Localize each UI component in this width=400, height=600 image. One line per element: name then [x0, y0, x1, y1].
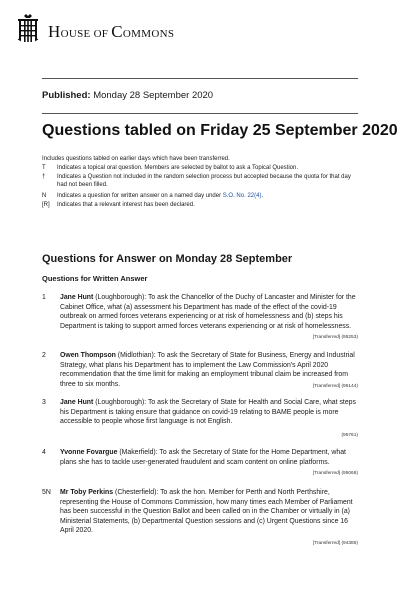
question-item — [42, 488, 358, 548]
standing-order-link[interactable]: S.O. No. 22(4) — [222, 193, 262, 199]
question-text: Yvonne Fovargue (Makerfield): To ask the Secretary of State for the Home Department, what plans she has to tackle user-generated fraudulent and scam content on online platforms. — [60, 449, 346, 466]
published-date: Monday 28 September 2020 — [93, 90, 214, 101]
question-item — [42, 398, 358, 440]
portcullis-logo-icon — [17, 14, 39, 44]
member-name: Mr Toby Perkins — [60, 489, 114, 496]
question-item — [42, 448, 358, 480]
member-name: Yvonne Fovargue — [60, 449, 118, 456]
question-number: 5N — [42, 489, 51, 496]
intro-note: Includes questions tabled on earlier days which have been transferred. — [42, 156, 230, 162]
subsection-heading: Questions for Written Answer — [42, 274, 148, 283]
question-reference: [Transferred] (95068) — [312, 471, 358, 476]
question-number: 1 — [42, 294, 46, 301]
published-label: Published: — [42, 90, 91, 101]
member-name: Owen Thompson — [60, 352, 116, 359]
key-text: Indicates a question for written answer on a named day under — [57, 193, 223, 199]
divider-bottom — [42, 113, 358, 114]
question-reference: [Transferred] (95253) — [312, 335, 358, 340]
published-line — [42, 90, 213, 101]
key-text: Indicates that a relevant interest has been declared. — [57, 202, 195, 208]
question-number: 4 — [42, 449, 46, 456]
question-text: Jane Hunt (Loughborough): To ask the Secretary of State for Health and Social Care, what steps his Department is taking ensure that guidance on covid-19 relating to BAME people is more accessible to people whose first language is not English. — [60, 399, 356, 426]
question-reference: (95761) — [341, 433, 358, 438]
section-heading: Questions for Answer on Monday 28 September — [42, 253, 293, 265]
key-symbol: T — [42, 165, 46, 171]
house-of-commons-wordmark: HOUSE OF COMMONS — [48, 22, 175, 41]
key-text: Indicates a topical oral question. Members are selected by ballot to ask a Topical Question. — [57, 165, 299, 171]
page-title: Questions tabled on Friday 25 September 2020 — [42, 122, 398, 139]
key-symbol: [R] — [42, 202, 50, 208]
key-symbol: † — [42, 174, 46, 180]
question-item — [42, 351, 358, 391]
question-text: Jane Hunt (Loughborough): To ask the Chancellor of the Duchy of Lancaster and Minister for the Cabinet Office, what (a) assessment his Department has made of the effect of the covid-19 outbreak on armed forces veterans experiencing or at risk of homelessness and (b) steps his Department is taking to support armed forces veterans experiencing or at risk of homelessness. — [60, 294, 356, 330]
masthead — [17, 14, 387, 54]
question-number: 3 — [42, 399, 46, 406]
divider-top — [42, 78, 358, 79]
key-text: Indicates a Question not included in the random selection process but accepted because the quota for that day had not been filled. — [57, 174, 351, 189]
question-reference: [Transferred] (94385) — [312, 541, 358, 546]
key-symbol: N — [42, 193, 47, 199]
question-number: 2 — [42, 352, 46, 359]
member-name: Jane Hunt — [60, 294, 94, 301]
question-text: Owen Thompson (Midlothian): To ask the Secretary of State for Business, Energy and Industrial Strategy, what plans his Department has to implement the Law Commission's April 2020 recommendation that the time limit for making an employment tribunal claim be increased from three to six months. — [60, 352, 355, 388]
question-reference: [Transferred] (95144) — [312, 384, 358, 389]
question-text: Mr Toby Perkins (Chesterfield): To ask the hon. Member for Perth and North Perthshire, representing the House of Commons Commission, how many times each Member of Parliament has been successful in the Question Ballot and been called on in the Chamber or virtually in (a) Ministerial Statements, (b) Departmental Question sessions and (c) Urgent Questions since 16 April 2020. — [60, 489, 353, 535]
member-name: Jane Hunt — [60, 399, 94, 406]
question-item — [42, 293, 358, 343]
